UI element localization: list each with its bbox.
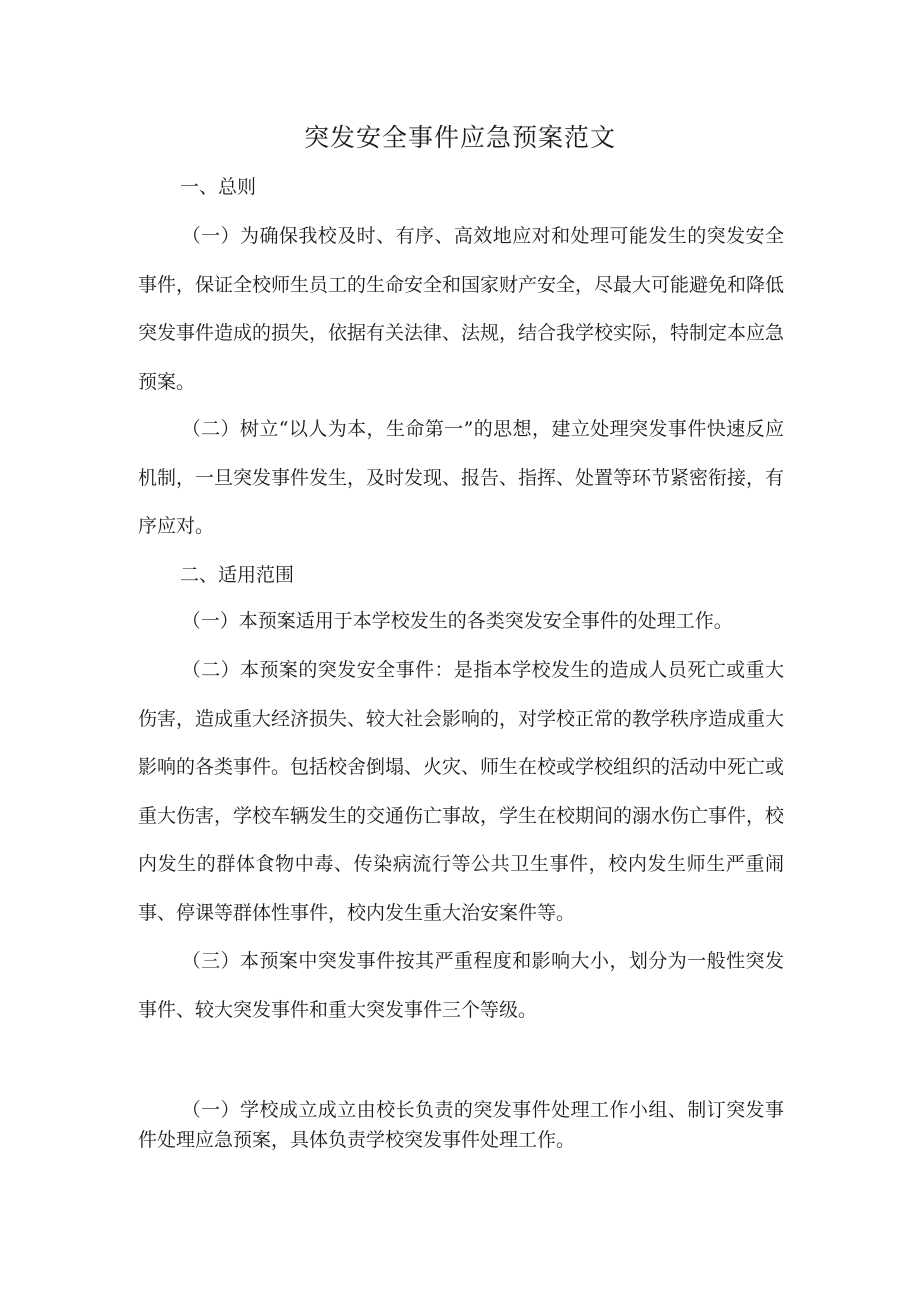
paragraph-scope-3: （三）本预案中突发事件按其严重程度和影响大小，划分为一般性突发事件、较大突发事件和重大突发事件三个等级。 <box>138 950 784 1021</box>
paragraph-general-2: （二）树立“以人为本，生命第一”的思想，建立处理突发事件快速反应机制，一旦突发事件发生，及时发现、报告、指挥、处置等环节紧密衔接，有序应对。 <box>138 418 785 537</box>
paragraph-general-1: （一）为确保我校及时、有序、高效地应对和处理可能发生的突发安全事件，保证全校师生员工的生命安全和国家财产安全，尽最大可能避免和降低突发事件造成的损失，依据有关法律、法规，结合我学校实际，特制定本应急预案。 <box>138 225 785 393</box>
section-heading-scope: 二、适用范围 <box>180 564 295 586</box>
paragraph-scope-2: （二）本预案的突发安全事件：是指本学校发生的造成人员死亡或重大伤害，造成重大经济损失、较大社会影响的，对学校正常的教学秩序造成重大影响的各类事件。包括校舍倒塌、火灾、师生在校或学校组织的活动中死亡或重大伤害，学校车辆发生的交通伤亡事故，学生在校期间的溺水伤亡事件，校内发生的群体食物中毒、传染病流行等公共卫生事件，校内发生师生严重闹事、停课等群体性事件，校内发生重大治安案件等。 <box>138 659 785 924</box>
document-title: 突发安全事件应急预案范文 <box>303 123 616 152</box>
section-heading-general: 一、总则 <box>180 176 257 198</box>
paragraph-scope-1: （一）本预案适用于本学校发生的各类突发安全事件的处理工作。 <box>181 610 733 632</box>
paragraph-organization-1: （一）学校成立成立由校长负责的突发事件处理工作小组、制订突发事件处理应急预案，具体负责学校突发事件处理工作。 <box>138 1099 784 1151</box>
